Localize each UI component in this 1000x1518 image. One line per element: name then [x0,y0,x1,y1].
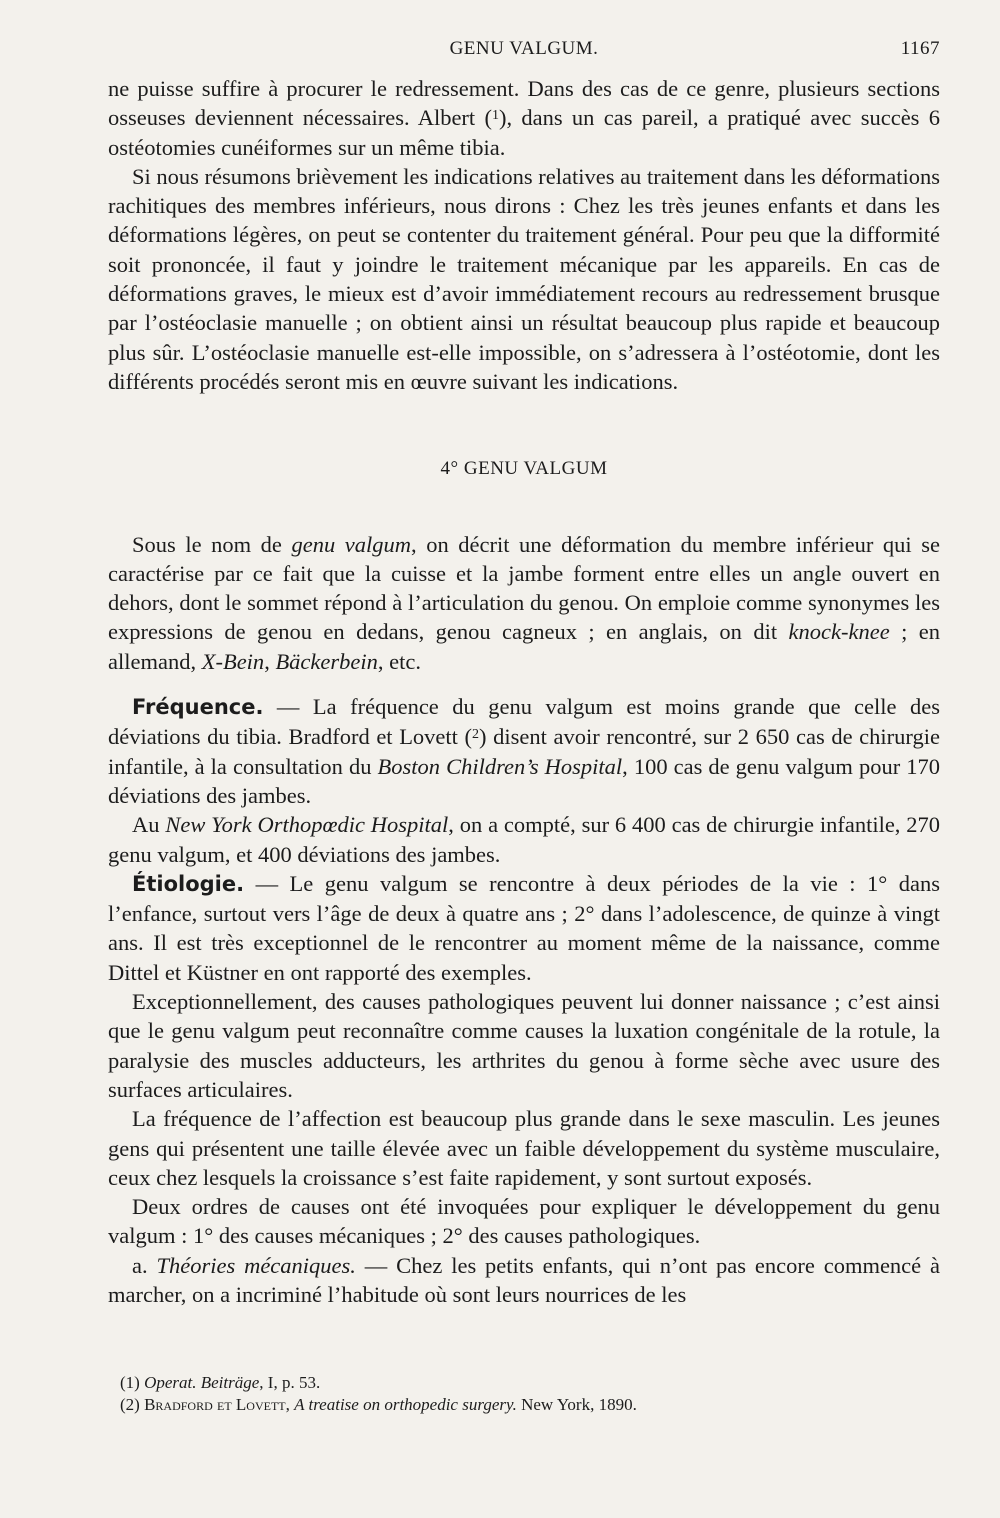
italic-term: Boston Children’s Hospital [377,753,623,779]
text-run: ), dans un cas pareil, a pratiqué avec succès 6 ostéotomies cunéiformes sur un même tibia. [108,105,940,160]
paragraph-summary: Si nous résumons brièvement les indications relatives au traitement dans les déformations rachitiques des membres inférieurs, nous dirons : Chez les très jeunes enfants et dans les déformations légères, on peut se contenter du traitement général. Pour peu que la difformité soit prononcée, il faut y joindre le traitement mécanique par les appareils. En cas de déformations graves, le mieux est d’avoir immédiatement recours au redressement brusque par l’ostéoclasie manuelle ; on obtient ainsi un résultat beaucoup plus rapide et beaucoup plus sûr. L’ostéoclasie manuelle est-elle impossible, on s’adressera à l’ostéotomie, dont les différents procédés seront mis en œuvre suivant les indications. [108,163,940,394]
section-heading: 4° GENU VALGUM [440,458,608,480]
footnote-number: (2) [120,1395,140,1414]
paragraph-definition [108,530,940,676]
italic-term: genu valgum [291,531,412,557]
text-run: , etc. [377,648,421,674]
paragraph-sexe: La fréquence de l’affection est beaucoup plus grande dans le sexe masculin. Les jeunes gens qui présentent une taille élevée avec un faible développement du système musculaire, ceux chez lesquels la croissance s’est faite rapidement, y sont surtout exposés. [108,1106,940,1190]
paragraph-continued [108,74,940,162]
text-run: , [264,648,276,674]
page-body [108,74,940,1309]
paragraph-theories [108,1251,940,1310]
italic-term: X-Bein [201,648,265,674]
footnote-ref-1: 1 [491,108,499,124]
paragraph-deux-ordres: Deux ordres de causes ont été invoquées pour expliquer le développement du genu valgum : 1° des causes mécaniques ; 2° des causes pathologiques. [108,1194,940,1249]
text-run: , on a compté, sur 6 400 cas de chirurgie infantile, 270 genu valgum, et 400 déviations des jambes. [108,812,941,867]
text-run: — La fréquence du genu valgum est moins grande que celle des déviations du tibia. Bradford et Lovett ( [108,694,940,750]
paragraph-frequence [108,692,940,810]
footnote-2 [120,1394,940,1416]
lead-etiologie: Étiologie. [132,871,245,896]
footnote-authors: Bradford et Lovett, [144,1395,290,1414]
text-run: ne puisse suffire à procurer le redressement. Dans des cas de ce genre, plusieurs sections osseuses deviennent nécessaires. Albert ( [108,76,940,131]
page-number: 1167 [900,38,940,59]
italic-term: A treatise on orthopedic surgery. [294,1395,517,1414]
text-run: a. [132,1252,157,1278]
italic-term: Bäckerbein [275,648,378,674]
italic-term: knock-knee [788,619,890,645]
lead-frequence: Fréquence. [132,695,264,720]
italic-term: Operat. Beiträge [144,1373,260,1392]
running-title: GENU VALGUM. [449,38,599,59]
text-run: , 100 cas de genu valgum pour 170 déviations des jambes. [108,753,941,808]
text-run: ) disent avoir rencontré, sur 2 650 cas de chirurgie infantile, à la consultation du [108,724,940,779]
text-run: Au [132,812,166,838]
text-run: ; en allemand, [108,619,940,674]
paragraph-new-york [108,810,940,869]
text-run: — Chez les petits enfants, qui n’ont pas encore commencé à marcher, on a incriminé l’habitude où sont leurs nourrices de les [108,1252,940,1307]
running-header [108,38,940,68]
text-run: New York, 1890. [516,1395,637,1414]
italic-term: Théories mécaniques. [156,1252,356,1278]
text-run: , on décrit une déformation du membre inférieur qui se caractérise par ce fait que la cuisse et la jambe forment entre elles un angle ouvert en dehors, dont le sommet répond à l’articulation du genou. On emploie comme synonymes les expressions de genou en dedans, genou cagneux ; en anglais, on dit [108,531,940,645]
italic-term: New York Orthopœdic Hospital [165,812,449,838]
footnotes [120,1372,940,1416]
text-run: — Le genu valgum se rencontre à deux périodes de la vie : 1° dans l’enfance, surtout vers l’âge de deux à quatre ans ; 2° dans l’adolescence, de quinze à vingt ans. Il est très exceptionnel de le rencontrer au moment même de la naissance, comme Dittel et Küstner en ont rapporté des exemples. [108,870,940,985]
paragraph-etiologie [108,869,940,987]
text-run: Sous le nom de [132,531,292,557]
footnote-ref-2: 2 [472,727,480,743]
text-run: , I, p. 53. [259,1373,321,1392]
footnote-number: (1) [120,1373,140,1392]
paragraph-causes-pathologiques: Exceptionnellement, des causes pathologiques peuvent lui donner naissance ; c’est ainsi que le genu valgum peut reconnaître comme causes la luxation congénitale de la rotule, la paralysie des muscles adducteurs, les arthrites du genou à forme sèche avec usure des surfaces articulaires. [108,989,940,1102]
footnote-1 [120,1372,940,1394]
